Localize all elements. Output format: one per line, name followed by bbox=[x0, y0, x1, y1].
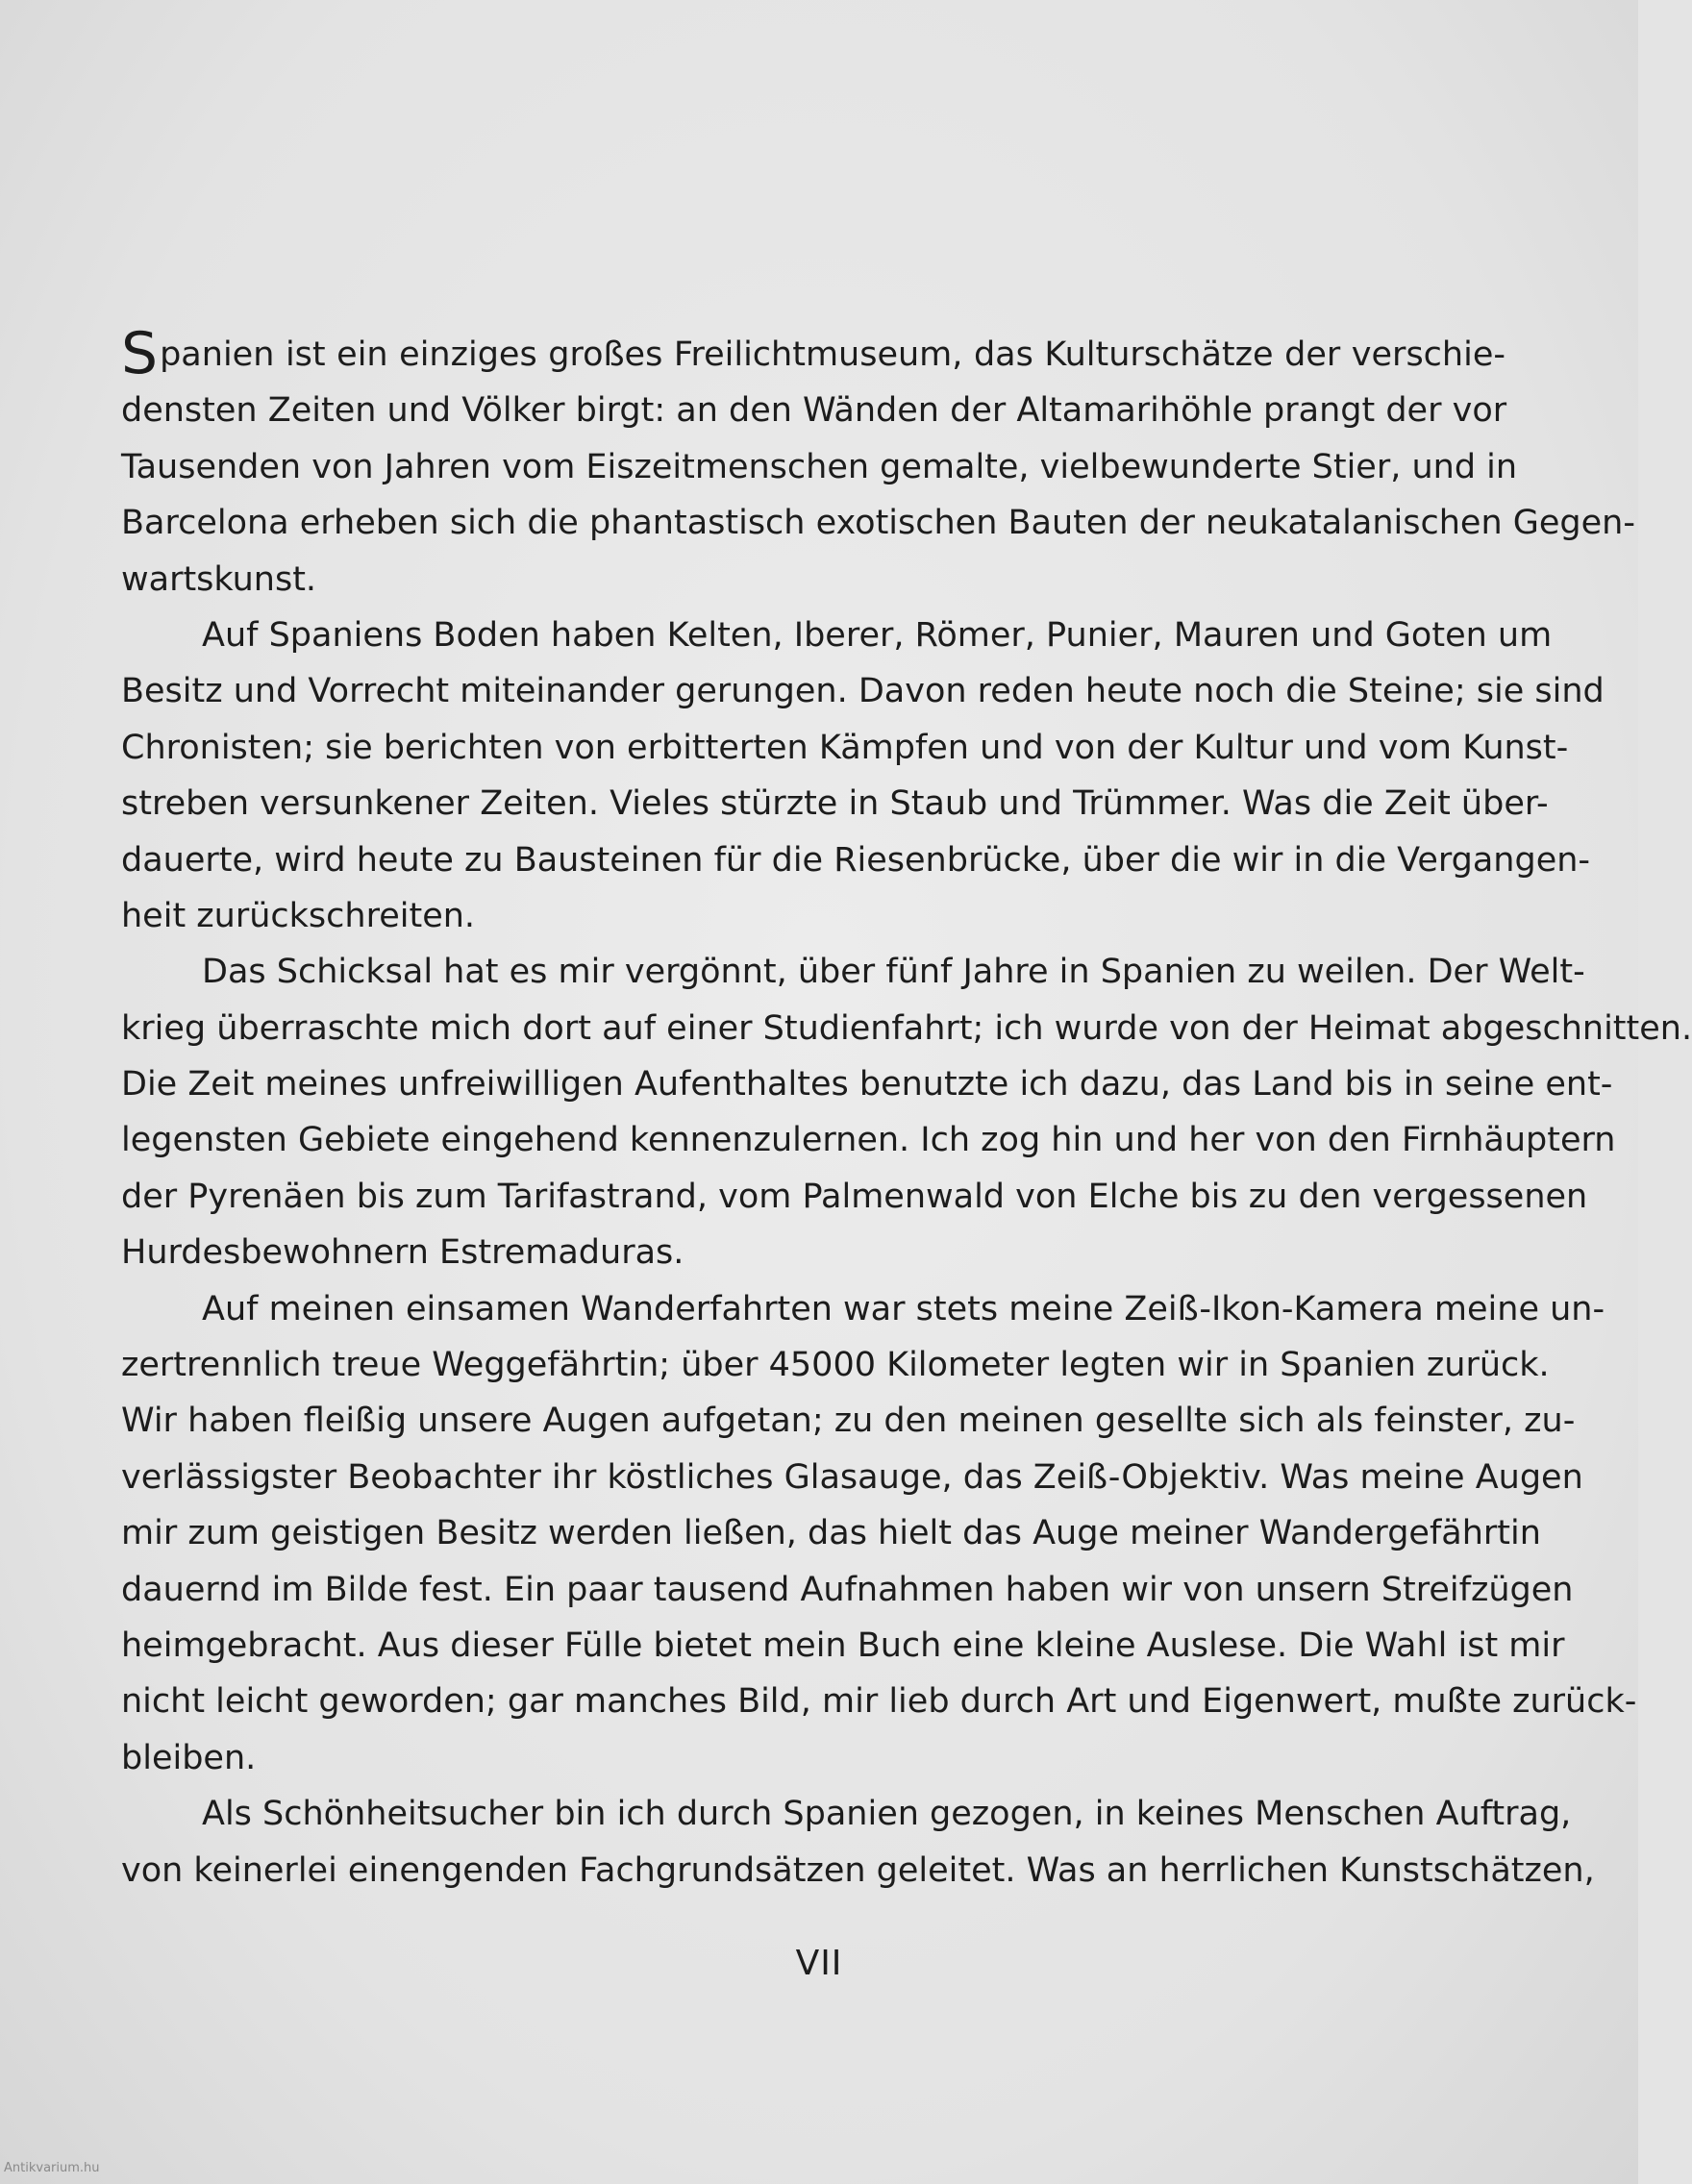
paragraph bbox=[121, 320, 1635, 608]
text-line: Die Zeit meines unfreiwilligen Aufenthaltes benutzte ich dazu, das Land bis in seine ent- bbox=[121, 1065, 1613, 1104]
text-line: Hurdesbewohnern Estremaduras. bbox=[121, 1233, 684, 1273]
paragraph bbox=[121, 1786, 1595, 1899]
text-line: densten Zeiten und Völker birgt: an den Wänden der Altamarihöhle prangt der vor bbox=[121, 391, 1507, 431]
page-number: VII bbox=[795, 1944, 843, 1983]
text-line: der Pyrenäen bis zum Tarifastrand, vom Palmenwald von Elche bis zu den vergessenen bbox=[121, 1177, 1588, 1216]
text-line: Tausenden von Jahren vom Eiszeitmenschen gemalte, vielbewunderte Stier, und in bbox=[121, 447, 1518, 486]
text-line: Das Schicksal hat es mir vergönnt, über fünf Jahre in Spanien zu weilen. Der Welt- bbox=[202, 953, 1585, 992]
text-line: heit zurückschreiten. bbox=[121, 896, 476, 935]
text-line: dauernd im Bilde fest. Ein paar tausend Aufnahmen haben wir von unsern Streifzügen bbox=[121, 1570, 1574, 1609]
watermark: Antikvarium.hu bbox=[4, 2161, 100, 2175]
paragraph bbox=[121, 1281, 1637, 1787]
paragraph bbox=[121, 608, 1605, 944]
text-line: Wir haben fleißig unsere Augen aufgetan; zu den meinen gesellte sich als feinster, zu- bbox=[121, 1402, 1576, 1441]
text-line: Barcelona erheben sich die phantastisch exotischen Bauten der neukatalanischen Gegen- bbox=[121, 504, 1635, 543]
text-line: nicht leicht geworden; gar manches Bild, mir lieb durch Art und Eigenwert, mußte zurück- bbox=[121, 1682, 1637, 1722]
text-line: mir zum geistigen Besitz werden ließen, das hielt das Auge meiner Wandergefährtin bbox=[121, 1514, 1541, 1553]
text-line: krieg überraschte mich dort auf einer Studienfahrt; ich wurde von der Heimat abgeschnitten. bbox=[121, 1008, 1692, 1048]
text-line: wartskunst. bbox=[121, 559, 317, 599]
text-line: zertrennlich treue Weggefährtin; über 45000 Kilometer legten wir in Spanien zurück. bbox=[121, 1346, 1550, 1385]
text-line: Auf Spaniens Boden haben Kelten, Iberer, Römer, Punier, Mauren und Goten um bbox=[202, 615, 1553, 655]
text-line: legensten Gebiete eingehend kennenzulernen. Ich zog hin und her von den Firnhäuptern bbox=[121, 1121, 1616, 1160]
text-line: Besitz und Vorrecht miteinander gerungen. Davon reden heute noch die Steine; sie sind bbox=[121, 672, 1605, 711]
text-line: streben versunkener Zeiten. Vieles stürzte in Staub und Trümmer. Was die Zeit über- bbox=[121, 784, 1549, 824]
text-line: von keinerlei einengenden Fachgrundsätzen geleitet. Was an herrlichen Kunstschätzen, bbox=[121, 1850, 1595, 1890]
drop-cap: S bbox=[121, 320, 159, 387]
text-line bbox=[121, 320, 1505, 387]
text-line: Chronisten; sie berichten von erbitterten Kämpfen und von der Kultur und vom Kunst- bbox=[121, 728, 1569, 767]
text-line: heimgebracht. Aus dieser Fülle bietet mein Buch eine kleine Auslese. Die Wahl ist mir bbox=[121, 1626, 1565, 1665]
body-text bbox=[121, 320, 1692, 1899]
text-line: bleiben. bbox=[121, 1738, 257, 1777]
paragraph bbox=[121, 944, 1692, 1280]
text-line: Auf meinen einsamen Wanderfahrten war stets meine Zeiß-Ikon-Kamera meine un- bbox=[202, 1289, 1605, 1328]
text-line: Als Schönheitsucher bin ich durch Spanien gezogen, in keines Menschen Auftrag, bbox=[202, 1795, 1572, 1834]
text-line: verlässigster Beobachter ihr köstliches Glasauge, das Zeiß-Objektiv. Was meine Augen bbox=[121, 1457, 1583, 1497]
text-line: dauerte, wird heute zu Bausteinen für die Riesenbrücke, über die wir in die Vergangen- bbox=[121, 840, 1591, 880]
line-text: panien ist ein einziges großes Freilichtmuseum, das Kulturschätze der verschie- bbox=[160, 335, 1505, 374]
